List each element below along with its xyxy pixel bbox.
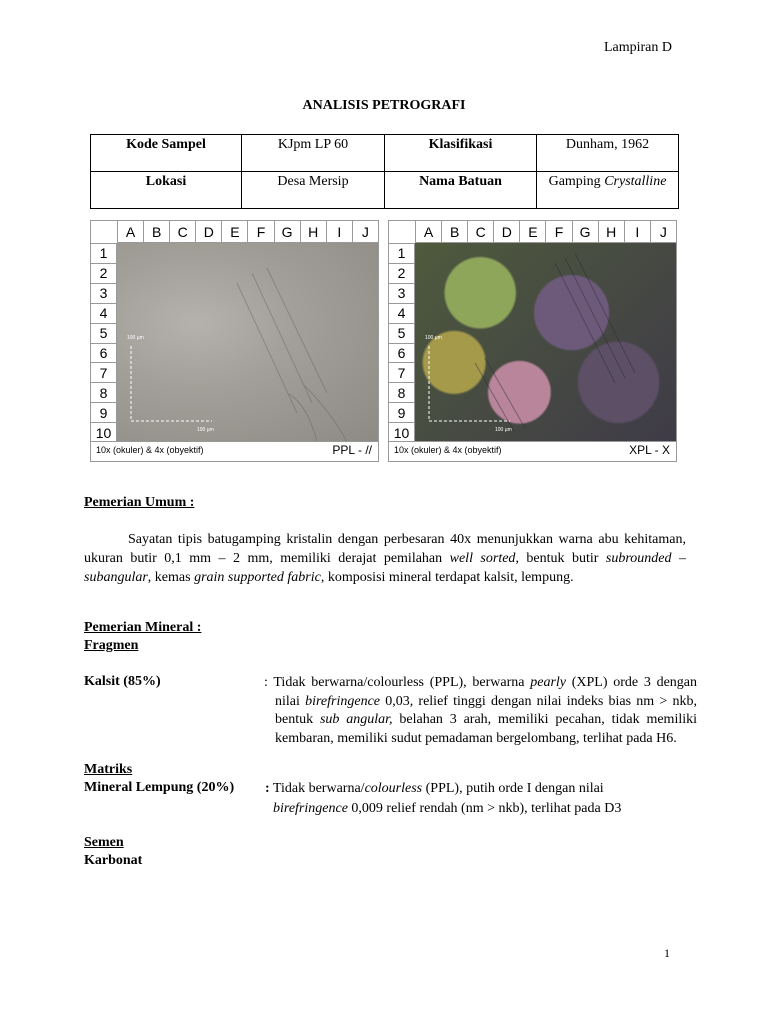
grid-row-label: 1 (389, 243, 415, 263)
matrix-heading: Matriks (84, 762, 133, 777)
cement-heading: Semen (84, 835, 124, 850)
grid-column-label: F (247, 221, 273, 243)
page-number: 1 (664, 946, 670, 960)
text-fragment: 0,009 relief rendah (nm > nkb), terlihat pada D3 (347, 801, 622, 816)
text-italic: subrounded – subangular (84, 551, 686, 585)
text-fragment: 0,03, relief tinggi dengan nilai indeks bias nm > nkb, bentuk (275, 693, 697, 727)
grid-column-label: G (274, 221, 300, 243)
grid-row-label: 7 (389, 362, 415, 382)
rock-name-value (537, 172, 679, 209)
text-italic: grain supported fabric (194, 570, 321, 585)
grid-row-label: 6 (91, 343, 117, 363)
row-grid-labels (389, 243, 415, 442)
location-value: Desa Mersip (242, 172, 385, 209)
page-title: ANALISIS PETROGRAFI (302, 98, 466, 113)
grid-column-label: G (572, 221, 598, 243)
location-label: Lokasi (91, 172, 242, 209)
sample-info-table (90, 134, 679, 209)
text-fragment: : Tidak berwarna/colourless (PPL), berwarna (264, 675, 531, 690)
grid-column-label: H (300, 221, 326, 243)
mineral-description-heading: Pemerian Mineral : (84, 620, 202, 635)
grid-column-label: I (624, 221, 650, 243)
xpl-micrograph (388, 220, 677, 462)
general-description-text (84, 530, 686, 587)
grid-column-label: E (519, 221, 545, 243)
xpl-scale-label: 100 µm (425, 335, 442, 341)
classification-label: Klasifikasi (385, 135, 537, 172)
rock-name-italic: Crystalline (604, 174, 667, 189)
grid-column-label: E (221, 221, 247, 243)
text-italic: birefringence (273, 801, 348, 816)
grid-column-label: D (493, 221, 519, 243)
text-italic: colourless (364, 781, 423, 796)
text-colon: : (265, 781, 270, 796)
calcite-description (264, 674, 697, 748)
text-fragment: belahan 3 arah, memiliki pecahan, tidak memiliki kembaran, memiliki sudut pemadaman bergelombang, terlihat pada H6. (275, 712, 697, 746)
carbonate-label: Karbonat (84, 853, 143, 868)
ppl-mode: PPL - // (332, 443, 372, 457)
grid-row-label: 6 (389, 343, 415, 363)
text-fragment: (XPL) orde 3 dengan nilai (275, 675, 698, 709)
text-italic: sub angular, (319, 712, 393, 727)
xpl-mode: XPL - X (629, 443, 670, 457)
sample-code-label: Kode Sampel (91, 135, 242, 172)
grid-column-label: J (650, 221, 676, 243)
text-italic: birefringence (305, 693, 380, 709)
grid-row-label: 7 (91, 362, 117, 382)
grid-row-label: 4 (91, 303, 117, 323)
appendix-label: Lampiran D (603, 40, 672, 55)
grid-row-label: 9 (91, 402, 117, 422)
grid-row-label: 8 (389, 382, 415, 402)
fragment-heading: Fragmen (84, 638, 139, 653)
xpl-thin-section-image (415, 243, 676, 442)
grid-row-label: 2 (389, 263, 415, 283)
grid-column-label: C (169, 221, 195, 243)
general-description-heading: Pemerian Umum : (84, 495, 195, 510)
grid-row-label: 3 (91, 283, 117, 303)
grid-row-label: 4 (389, 303, 415, 323)
text-fragment: Tidak berwarna/ (269, 781, 365, 796)
grid-row-label: 1 (91, 243, 117, 263)
ppl-thin-section-image (117, 243, 378, 442)
grid-column-label: B (143, 221, 169, 243)
grid-column-label: F (545, 221, 571, 243)
grid-column-label: A (117, 221, 143, 243)
xpl-scale-label-bottom: 100 µm (495, 427, 512, 433)
grid-row-label: 10 (91, 422, 117, 442)
text-fragment: (PPL), putih orde I dengan nilai (422, 781, 604, 796)
row-grid-labels (91, 243, 117, 442)
grid-column-label: B (441, 221, 467, 243)
column-grid-labels (117, 221, 378, 243)
ppl-magnification: 10x (okuler) & 4x (obyektif) (96, 445, 204, 455)
grid-row-label: 9 (389, 402, 415, 422)
ppl-footer (91, 441, 378, 461)
clay-mineral-label: Mineral Lempung (20%) (84, 780, 235, 795)
grid-column-label: D (195, 221, 221, 243)
clay-mineral-description-line2 (273, 800, 693, 819)
table-row (91, 172, 679, 209)
column-grid-labels (415, 221, 676, 243)
grid-row-label: 10 (389, 422, 415, 442)
grid-row-label: 5 (91, 323, 117, 343)
text-fragment: , kemas (147, 570, 195, 585)
xpl-footer (389, 441, 676, 461)
clay-mineral-description-line1 (265, 780, 695, 799)
grid-row-label: 8 (91, 382, 117, 402)
text-fragment: , bentuk butir (515, 551, 606, 566)
ppl-scale-label-bottom: 100 µm (197, 427, 214, 433)
grid-column-label: A (415, 221, 441, 243)
sample-code-value: KJpm LP 60 (242, 135, 385, 172)
grid-column-label: C (467, 221, 493, 243)
text-fragment: , komposisi mineral terdapat kalsit, lempung. (320, 570, 574, 585)
grid-row-label: 2 (91, 263, 117, 283)
ppl-micrograph (90, 220, 379, 462)
grid-row-label: 5 (389, 323, 415, 343)
rock-name-label: Nama Batuan (385, 172, 537, 209)
xpl-magnification: 10x (okuler) & 4x (obyektif) (394, 445, 502, 455)
grid-column-label: H (598, 221, 624, 243)
calcite-label: Kalsit (85%) (84, 674, 161, 689)
text-fragment: Sayatan tipis batugamping kristalin dengan perbesaran 40x menunjukkan warna abu kehitaman, ukuran butir 0,1 mm – 2 mm, memiliki derajat pemilahan (84, 532, 686, 566)
grid-row-label: 3 (389, 283, 415, 303)
ppl-scale-label: 100 µm (127, 335, 144, 341)
classification-value: Dunham, 1962 (537, 135, 679, 172)
text-italic: pearly (530, 675, 566, 690)
text-italic: well sorted (449, 551, 516, 566)
rock-name-text: Gamping (548, 174, 601, 189)
grid-column-label: J (352, 221, 378, 243)
grid-column-label: I (326, 221, 352, 243)
table-row (91, 135, 679, 172)
